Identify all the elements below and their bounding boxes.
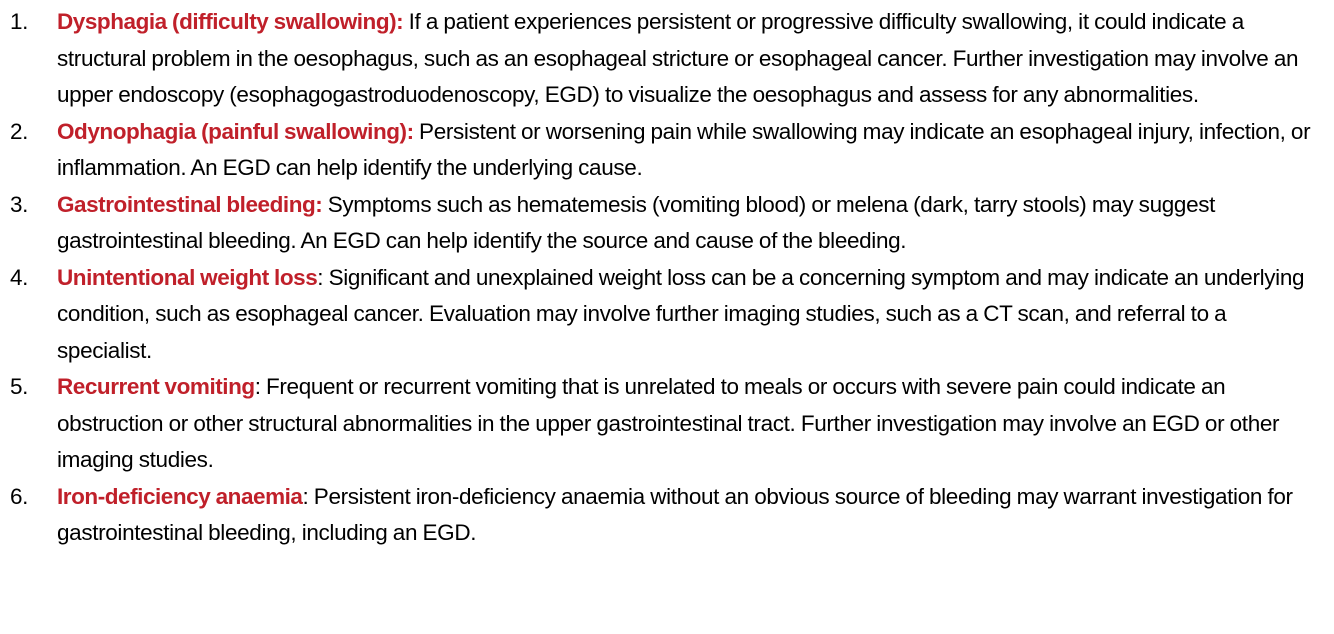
list-item (10, 114, 1320, 187)
list-item-term: Odynophagia (painful swallowing): (57, 118, 414, 144)
list-item-text: : Persistent iron-deficiency anaemia without an obvious source of bleeding may warrant investigation for gastrointestinal bleeding, including an EGD. (57, 483, 1293, 545)
list-item-number: 3. (10, 191, 29, 217)
list-item (10, 479, 1320, 552)
list-item-term: Iron-deficiency anaemia (57, 483, 303, 509)
numbered-list (10, 4, 1320, 552)
list-item-text: Symptoms such as hematemesis (vomiting blood) or melena (dark, tarry stools) may suggest gastrointestinal bleeding. An EGD can help identify the source and cause of the bleeding. (57, 191, 1216, 253)
list-item-term: Unintentional weight loss (57, 264, 318, 290)
list-item-number: 2. (10, 118, 29, 144)
list-item (10, 4, 1320, 114)
list-item-number: 4. (10, 264, 29, 290)
list-item-text: Persistent or worsening pain while swallowing may indicate an esophageal injury, infection, or inflammation. An EGD can help identify the underlying cause. (57, 118, 1311, 180)
list-item-number: 1. (10, 9, 29, 34)
list-item-text: : Frequent or recurrent vomiting that is unrelated to meals or occurs with severe pain could indicate an obstruction or other structural abnormalities in the upper gastrointestinal tract. Further investigation may involve an EGD or other imaging studies. (57, 374, 1280, 472)
list-item-number: 6. (10, 483, 29, 509)
list-item (10, 369, 1320, 479)
list-item-term: Dysphagia (difficulty swallowing): (57, 9, 404, 34)
list-item-text: : Significant and unexplained weight loss can be a concerning symptom and may indicate an underlying condition, such as esophageal cancer. Evaluation may involve further imaging studies, such as a CT scan, and referral to a specialist. (57, 264, 1305, 363)
list-item-text: If a patient experiences persistent or progressive difficulty swallowing, it could indicate a structural problem in the oesophagus, such as an esophageal stricture or esophageal cancer. Further investigation may involve an upper endoscopy (esophagogastroduodenoscopy, EGD) to visualize the oesophagus and assess for any abnormalities. (57, 9, 1299, 107)
list-item-term: Recurrent vomiting (57, 374, 255, 399)
list-item (10, 260, 1320, 370)
list-item (10, 187, 1320, 260)
list-item-term: Gastrointestinal bleeding: (57, 191, 323, 217)
list-item-number: 5. (10, 374, 29, 399)
